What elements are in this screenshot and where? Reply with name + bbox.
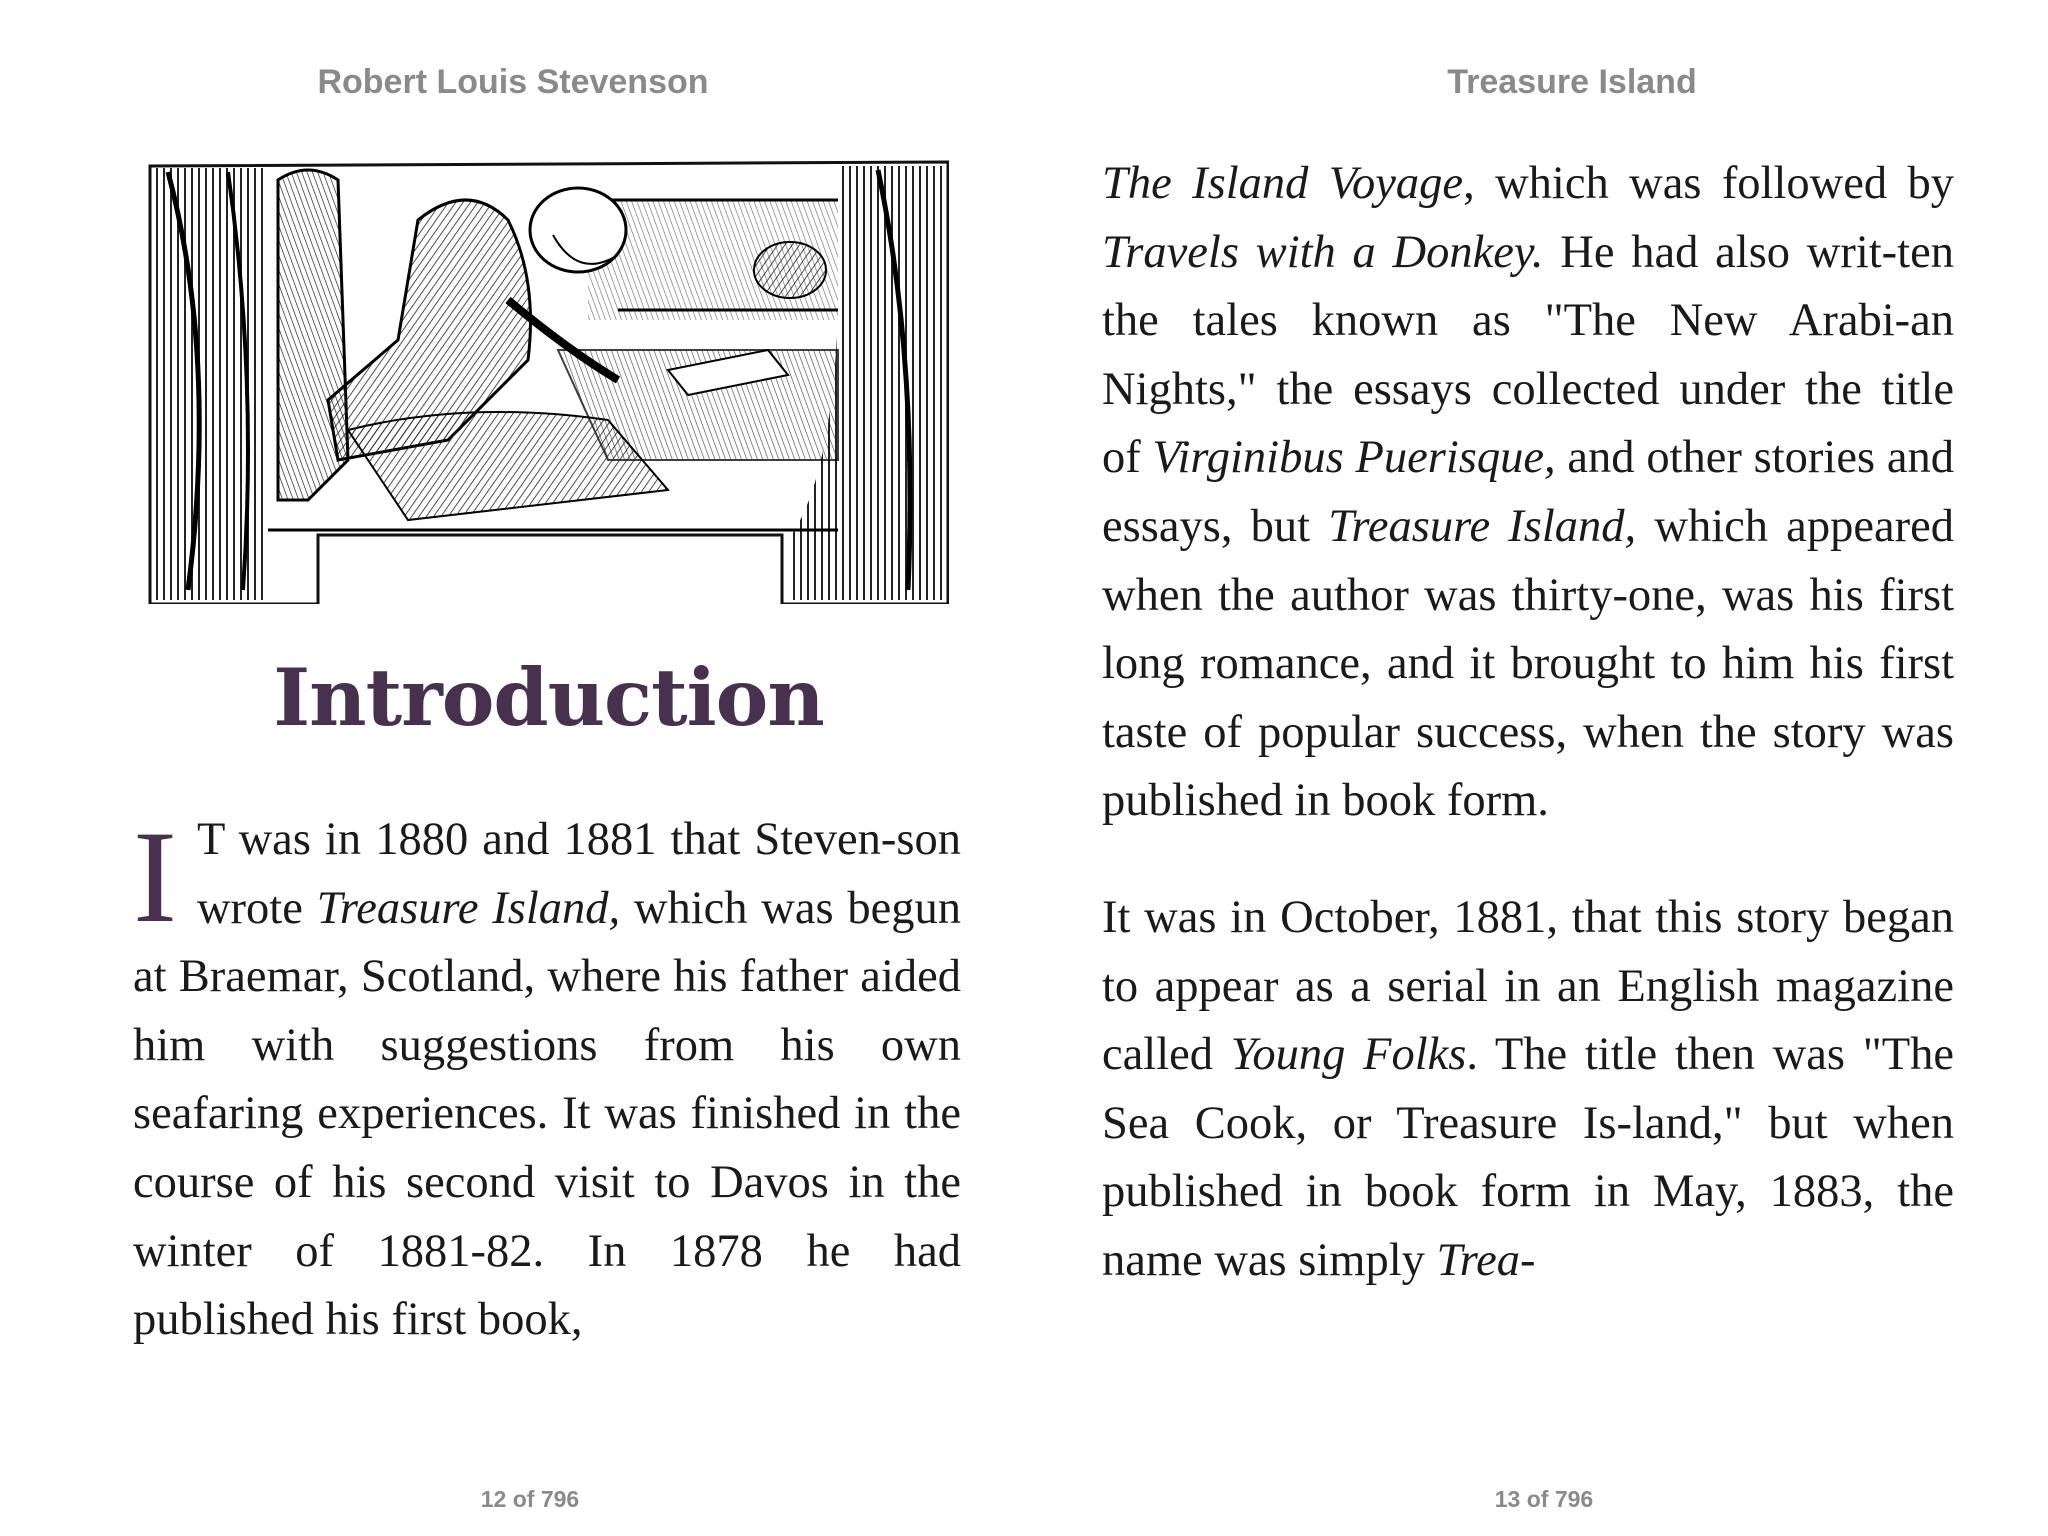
paragraph-text: which was begun at Braemar, Scotland, where his father aided him with suggestions from his own seafaring experiences. It was finished in the course of his second visit to Davos in the winter of 1881-82. In 1878 he had published his first book, bbox=[133, 882, 962, 1346]
book-title-italic: Travels with a Donkey. bbox=[1102, 226, 1544, 278]
body-paragraph bbox=[1102, 150, 1954, 836]
body-text bbox=[1102, 150, 1954, 1296]
page-number: 13 of 796 bbox=[1494, 1486, 1594, 1512]
book-title-italic: Treasure Island, bbox=[316, 882, 621, 934]
running-head-title: Treasure Island bbox=[1447, 63, 1697, 101]
chapter-title: Introduction bbox=[273, 651, 824, 744]
right-page[interactable] bbox=[1024, 0, 2048, 1536]
book-title-italic: Virginibus Puerisque, bbox=[1152, 432, 1556, 484]
running-head-author: Robert Louis Stevenson bbox=[317, 63, 709, 101]
paragraph-text: He had also writ-ten the tales known as "The New Arabi-an Nights," the essays collected under the title of bbox=[1102, 226, 1954, 484]
page-number: 12 of 796 bbox=[480, 1486, 580, 1512]
book-title-italic: Trea- bbox=[1436, 1234, 1536, 1286]
paragraph-text: which appeared when the author was thirty-one, was his first long romance, and it brought to him his first taste of popular success, when the story was published in book form. bbox=[1102, 500, 1954, 827]
chapter-illustration bbox=[148, 160, 949, 604]
book-title-italic: The Island Voyage bbox=[1102, 158, 1464, 209]
paragraph-text: It was in October, 1881, that this story began to appear as a serial in an English magazine called bbox=[1102, 891, 1954, 1081]
paragraph-text: and other stories and essays, but bbox=[1102, 432, 1954, 552]
body-paragraph bbox=[1102, 884, 1954, 1296]
body-paragraph bbox=[133, 803, 962, 1355]
book-title-italic: Treasure Island, bbox=[1328, 500, 1637, 552]
drop-cap: I bbox=[133, 803, 177, 950]
paragraph-text: . The title then was "The Sea Cook, or Treasure Is-land," but when published in book form in May, 1883, the name was simply bbox=[1102, 1029, 1954, 1286]
magazine-title-italic: Young Folks bbox=[1230, 1029, 1467, 1081]
paragraph-text: T was in 1880 and 1881 that Steven-son wrote bbox=[196, 814, 961, 934]
paragraph-text: , which was followed by bbox=[1463, 158, 1954, 209]
